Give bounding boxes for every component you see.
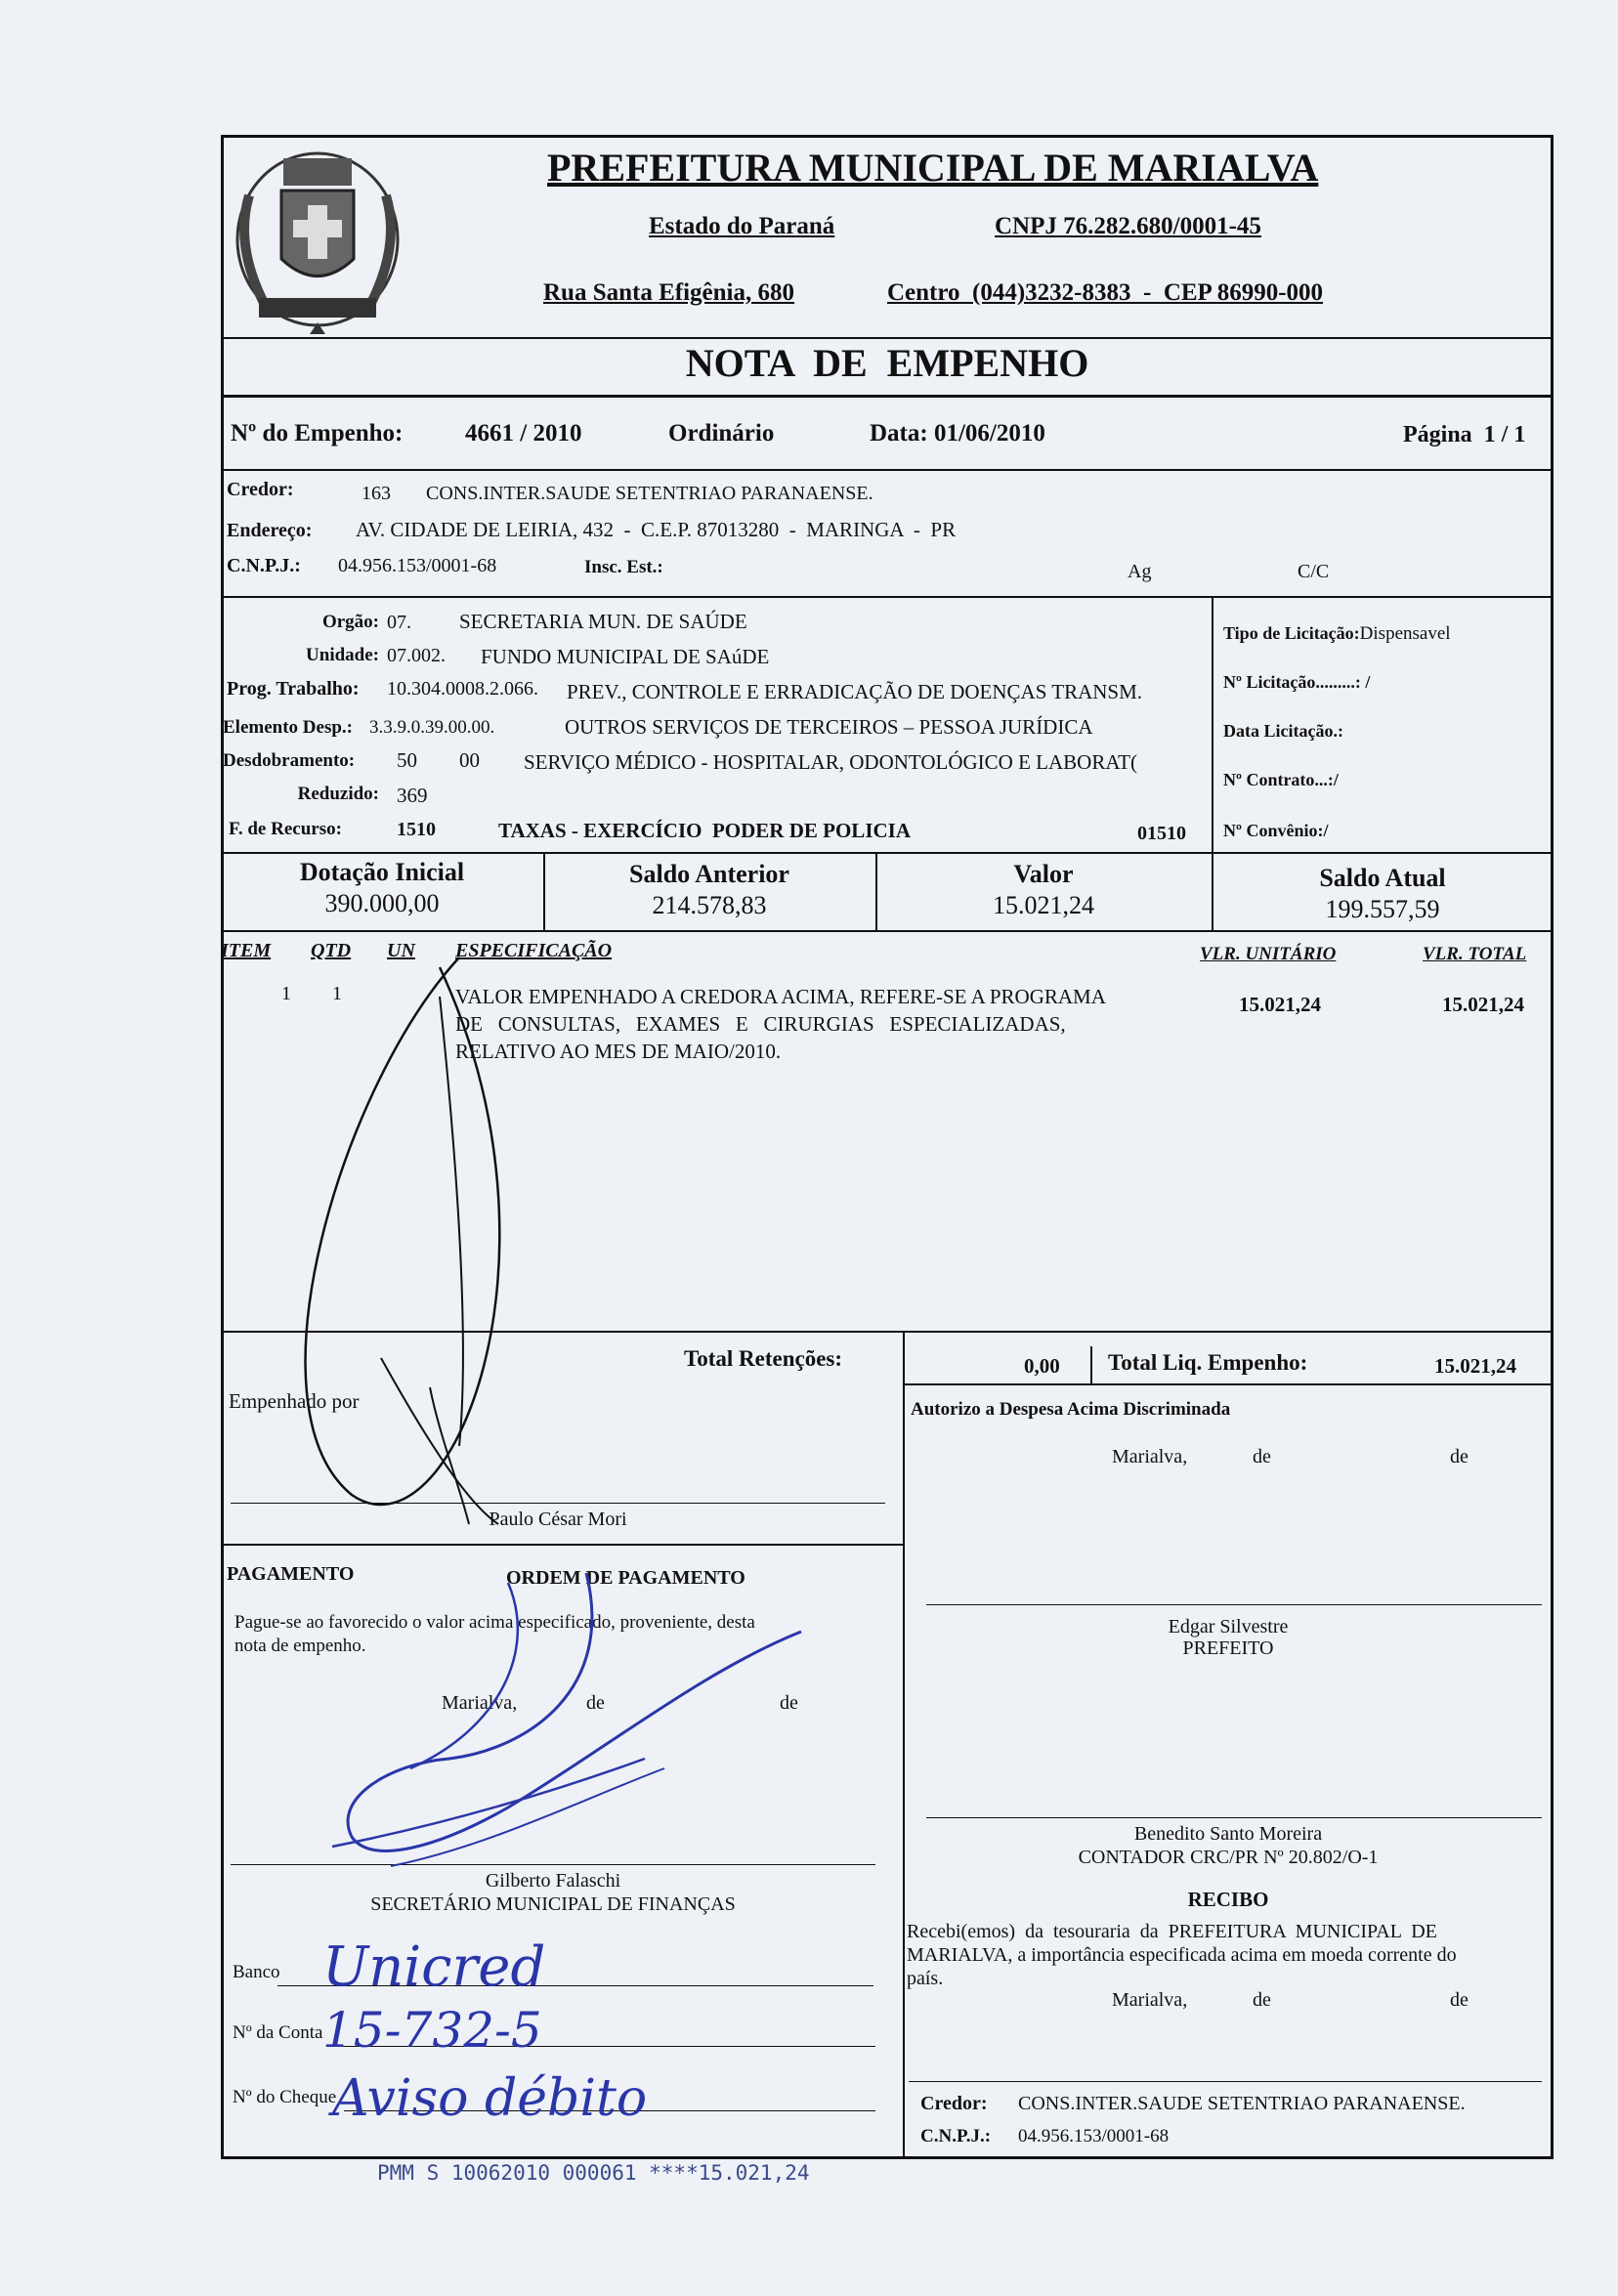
signature-line <box>231 1503 885 1504</box>
contador-title: CONTADOR CRC/PR Nº 20.802/O-1 <box>1078 1847 1379 1868</box>
item-number: 1 <box>281 983 291 1004</box>
receipt-cnpj-label: C.N.P.J.: <box>920 2126 992 2147</box>
desdobramento-label: Desdobramento: <box>223 750 356 771</box>
payment-stamp: PMM S 10062010 000061 ****15.021,24 <box>377 2161 810 2185</box>
receipt-title: RECIBO <box>1187 1888 1269 1911</box>
prog-code: 10.304.0008.2.066. <box>387 678 538 700</box>
header-address: Rua Santa Efigênia, 680 <box>543 279 794 306</box>
balance-value: 199.557,59 <box>1325 895 1440 923</box>
payment-de: de <box>780 1692 798 1714</box>
empenho-type: Ordinário <box>668 420 775 446</box>
balance-value: 15.021,24 <box>993 891 1094 919</box>
divider <box>1090 1346 1092 1385</box>
secretary-name: Gilberto Falaschi <box>485 1870 621 1892</box>
orgao-code: 07. <box>387 612 411 633</box>
autorizo-city: Marialva, <box>1112 1446 1188 1467</box>
elemento-name: OUTROS SERVIÇOS DE TERCEIROS – PESSOA JURÍDICA <box>565 715 1093 739</box>
prog-name: PREV., CONTROLE E ERRADICAÇÃO DE DOENÇAS TRANSM. <box>567 680 1143 703</box>
prefeito-title: PREFEITO <box>1182 1637 1274 1659</box>
col-un: UN <box>387 940 415 961</box>
empenhado-label: Empenhado por <box>229 1389 360 1413</box>
divider <box>221 395 1554 398</box>
desdobramento-a: 50 <box>397 748 417 772</box>
desdobramento-name: SERVIÇO MÉDICO - HOSPITALAR, ODONTOLÓGICO E LABORAT( <box>524 750 1137 774</box>
empenho-label: Nº do Empenho: <box>231 420 404 446</box>
divider <box>221 852 1554 854</box>
liquido-value: 15.021,24 <box>1434 1354 1516 1378</box>
orgao-label: Orgão: <box>321 612 379 632</box>
ag-label: Ag <box>1128 561 1152 582</box>
payment-text: Pague-se ao favorecido o valor acima especificado, proveniente, desta <box>234 1612 755 1633</box>
item-spec-line: DE CONSULTAS, EXAMES E CIRURGIAS ESPECIALIZADAS, <box>455 1012 1066 1036</box>
recurso-right: 01510 <box>1137 823 1186 844</box>
empenho-number: 4661 / 2010 <box>465 420 582 446</box>
document-title: NOTA DE EMPENHO <box>685 341 1089 385</box>
receipt-de: de <box>1450 1989 1469 2011</box>
item-qtd: 1 <box>332 983 342 1004</box>
col-spec: ESPECIFICAÇÃO <box>455 940 613 961</box>
conta-handwriting: 15-732-5 <box>322 2002 542 2059</box>
item-spec-line: RELATIVO AO MES DE MAIO/2010. <box>455 1040 782 1063</box>
cnpj-label: C.N.P.J.: <box>227 555 301 576</box>
balance-label: Dotação Inicial <box>299 858 465 886</box>
receipt-de: de <box>1253 1989 1271 2011</box>
signature-line <box>926 1604 1542 1605</box>
item-spec-line: VALOR EMPENHADO A CREDORA ACIMA, REFERE-SE A PROGRAMA <box>455 985 1106 1008</box>
balance-label: Valor <box>1013 860 1074 888</box>
licitacao-data: Data Licitação.: <box>1223 721 1343 741</box>
autorizo-de: de <box>1450 1446 1469 1467</box>
banco-label: Banco <box>233 1962 280 1982</box>
cheque-label: Nº do Cheque <box>233 2087 337 2107</box>
licitacao-tipo-value: Dispensavel <box>1359 623 1451 644</box>
receipt-city: Marialva, <box>1112 1989 1188 2011</box>
divider <box>221 337 1554 339</box>
balance-value: 214.578,83 <box>652 891 767 919</box>
empenho-date: Data: 01/06/2010 <box>870 420 1045 446</box>
reduzido-value: 369 <box>397 784 428 807</box>
col-unit-price: VLR. UNITÁRIO <box>1200 944 1337 964</box>
balance-value: 390.000,00 <box>324 889 440 917</box>
elemento-label: Elemento Desp.: <box>223 717 353 738</box>
divider <box>903 1383 1554 1385</box>
signature-line <box>231 1864 875 1865</box>
recurso-code: 1510 <box>397 819 436 840</box>
empenhado-name: Paulo César Mori <box>489 1509 627 1530</box>
secretary-title: SECRETÁRIO MUNICIPAL DE FINANÇAS <box>370 1893 736 1915</box>
payment-de: de <box>586 1692 605 1714</box>
cc-label: C/C <box>1298 561 1330 582</box>
item-unit-price: 15.021,24 <box>1239 993 1321 1016</box>
liquido-label: Total Liq. Empenho: <box>1108 1350 1308 1375</box>
divider <box>221 596 1554 598</box>
receipt-credor-name: CONS.INTER.SAUDE SETENTRIAO PARANAENSE. <box>1018 2093 1466 2114</box>
org-name: PREFEITURA MUNICIPAL DE MARIALVA <box>547 146 1319 190</box>
receipt-cnpj: 04.956.153/0001-68 <box>1018 2126 1170 2147</box>
payment-city: Marialva, <box>442 1692 518 1714</box>
licitacao-convenio: Nº Convênio:/ <box>1223 821 1329 840</box>
balance-label: Saldo Anterior <box>629 860 789 888</box>
page-number: Página 1 / 1 <box>1403 422 1526 447</box>
licitacao-numero: Nº Licitação.........: / <box>1223 672 1371 692</box>
unidade-name: FUNDO MUNICIPAL DE SAúDE <box>481 645 770 668</box>
insc-label: Insc. Est.: <box>584 557 663 577</box>
conta-line <box>328 2046 875 2047</box>
balance-label: Saldo Atual <box>1319 864 1446 892</box>
licitacao-tipo <box>1223 623 1451 645</box>
coat-of-arms-logo <box>225 137 410 337</box>
divider <box>221 469 1554 471</box>
autorizo-de: de <box>1253 1446 1271 1467</box>
payment-text: nota de empenho. <box>234 1636 366 1656</box>
credor-label: Credor: <box>227 479 294 500</box>
unidade-code: 07.002. <box>387 645 446 666</box>
col-total: VLR. TOTAL <box>1423 944 1527 964</box>
order-title: ORDEM DE PAGAMENTO <box>506 1567 745 1589</box>
licitacao-contrato: Nº Contrato...:/ <box>1223 770 1339 789</box>
credor-code: 163 <box>362 483 391 504</box>
divider <box>903 1331 905 2159</box>
divider <box>221 1544 903 1546</box>
desdobramento-b: 00 <box>459 748 480 772</box>
signature-line <box>909 2081 1542 2082</box>
divider <box>221 930 1554 932</box>
endereco-label: Endereço: <box>227 520 313 541</box>
header-cnpj: CNPJ 76.282.680/0001-45 <box>995 213 1261 239</box>
licitacao-tipo-label: Tipo de Licitação: <box>1223 623 1360 643</box>
receipt-credor-label: Credor: <box>920 2093 988 2114</box>
prefeito-name: Edgar Silvestre <box>1168 1616 1289 1637</box>
divider <box>1212 596 1214 852</box>
receipt-text: Recebi(emos) da tesouraria da PREFEITURA MUNICIPAL DE <box>907 1921 1437 1942</box>
reduzido-label: Reduzido: <box>297 784 379 804</box>
receipt-text: MARIALVA, a importância especificada acima em moeda corrente do <box>907 1944 1457 1966</box>
signature-line <box>926 1817 1542 1818</box>
col-item: ITEM <box>221 940 272 961</box>
item-total: 15.021,24 <box>1442 993 1524 1016</box>
elemento-code: 3.3.9.0.39.00.00. <box>369 717 495 738</box>
recurso-name: TAXAS - EXERCÍCIO PODER DE POLICIA <box>498 819 911 842</box>
banco-handwriting: Unicred <box>322 1935 546 1999</box>
orgao-name: SECRETARIA MUN. DE SAÚDE <box>459 610 747 633</box>
col-qtd: QTD <box>311 940 352 961</box>
banco-line <box>277 1985 873 1986</box>
unidade-label: Unidade: <box>306 645 379 665</box>
cheque-handwriting: Aviso débito <box>332 2069 648 2128</box>
cnpj-value: 04.956.153/0001-68 <box>338 555 497 576</box>
endereco-value: AV. CIDADE DE LEIRIA, 432 - C.E.P. 87013280 - MARINGA - PR <box>356 518 957 541</box>
divider <box>221 1331 1554 1333</box>
payment-title: PAGAMENTO <box>227 1563 355 1585</box>
retencoes-label: Total Retenções: <box>684 1346 843 1371</box>
prog-label: Prog. Trabalho: <box>227 678 360 700</box>
retencoes-value: 0,00 <box>1024 1354 1060 1378</box>
header-contact: Centro (044)3232-8383 - CEP 86990-000 <box>887 279 1324 306</box>
recurso-label: F. de Recurso: <box>229 819 342 839</box>
receipt-text: país. <box>907 1968 944 1989</box>
credor-name: CONS.INTER.SAUDE SETENTRIAO PARANAENSE. <box>426 483 873 504</box>
conta-label: Nº da Conta <box>233 2022 323 2043</box>
autorizo-label: Autorizo a Despesa Acima Discriminada <box>911 1399 1231 1420</box>
state-label: Estado do Paraná <box>649 213 835 239</box>
contador-name: Benedito Santo Moreira <box>1133 1823 1323 1845</box>
cheque-line <box>344 2110 875 2111</box>
